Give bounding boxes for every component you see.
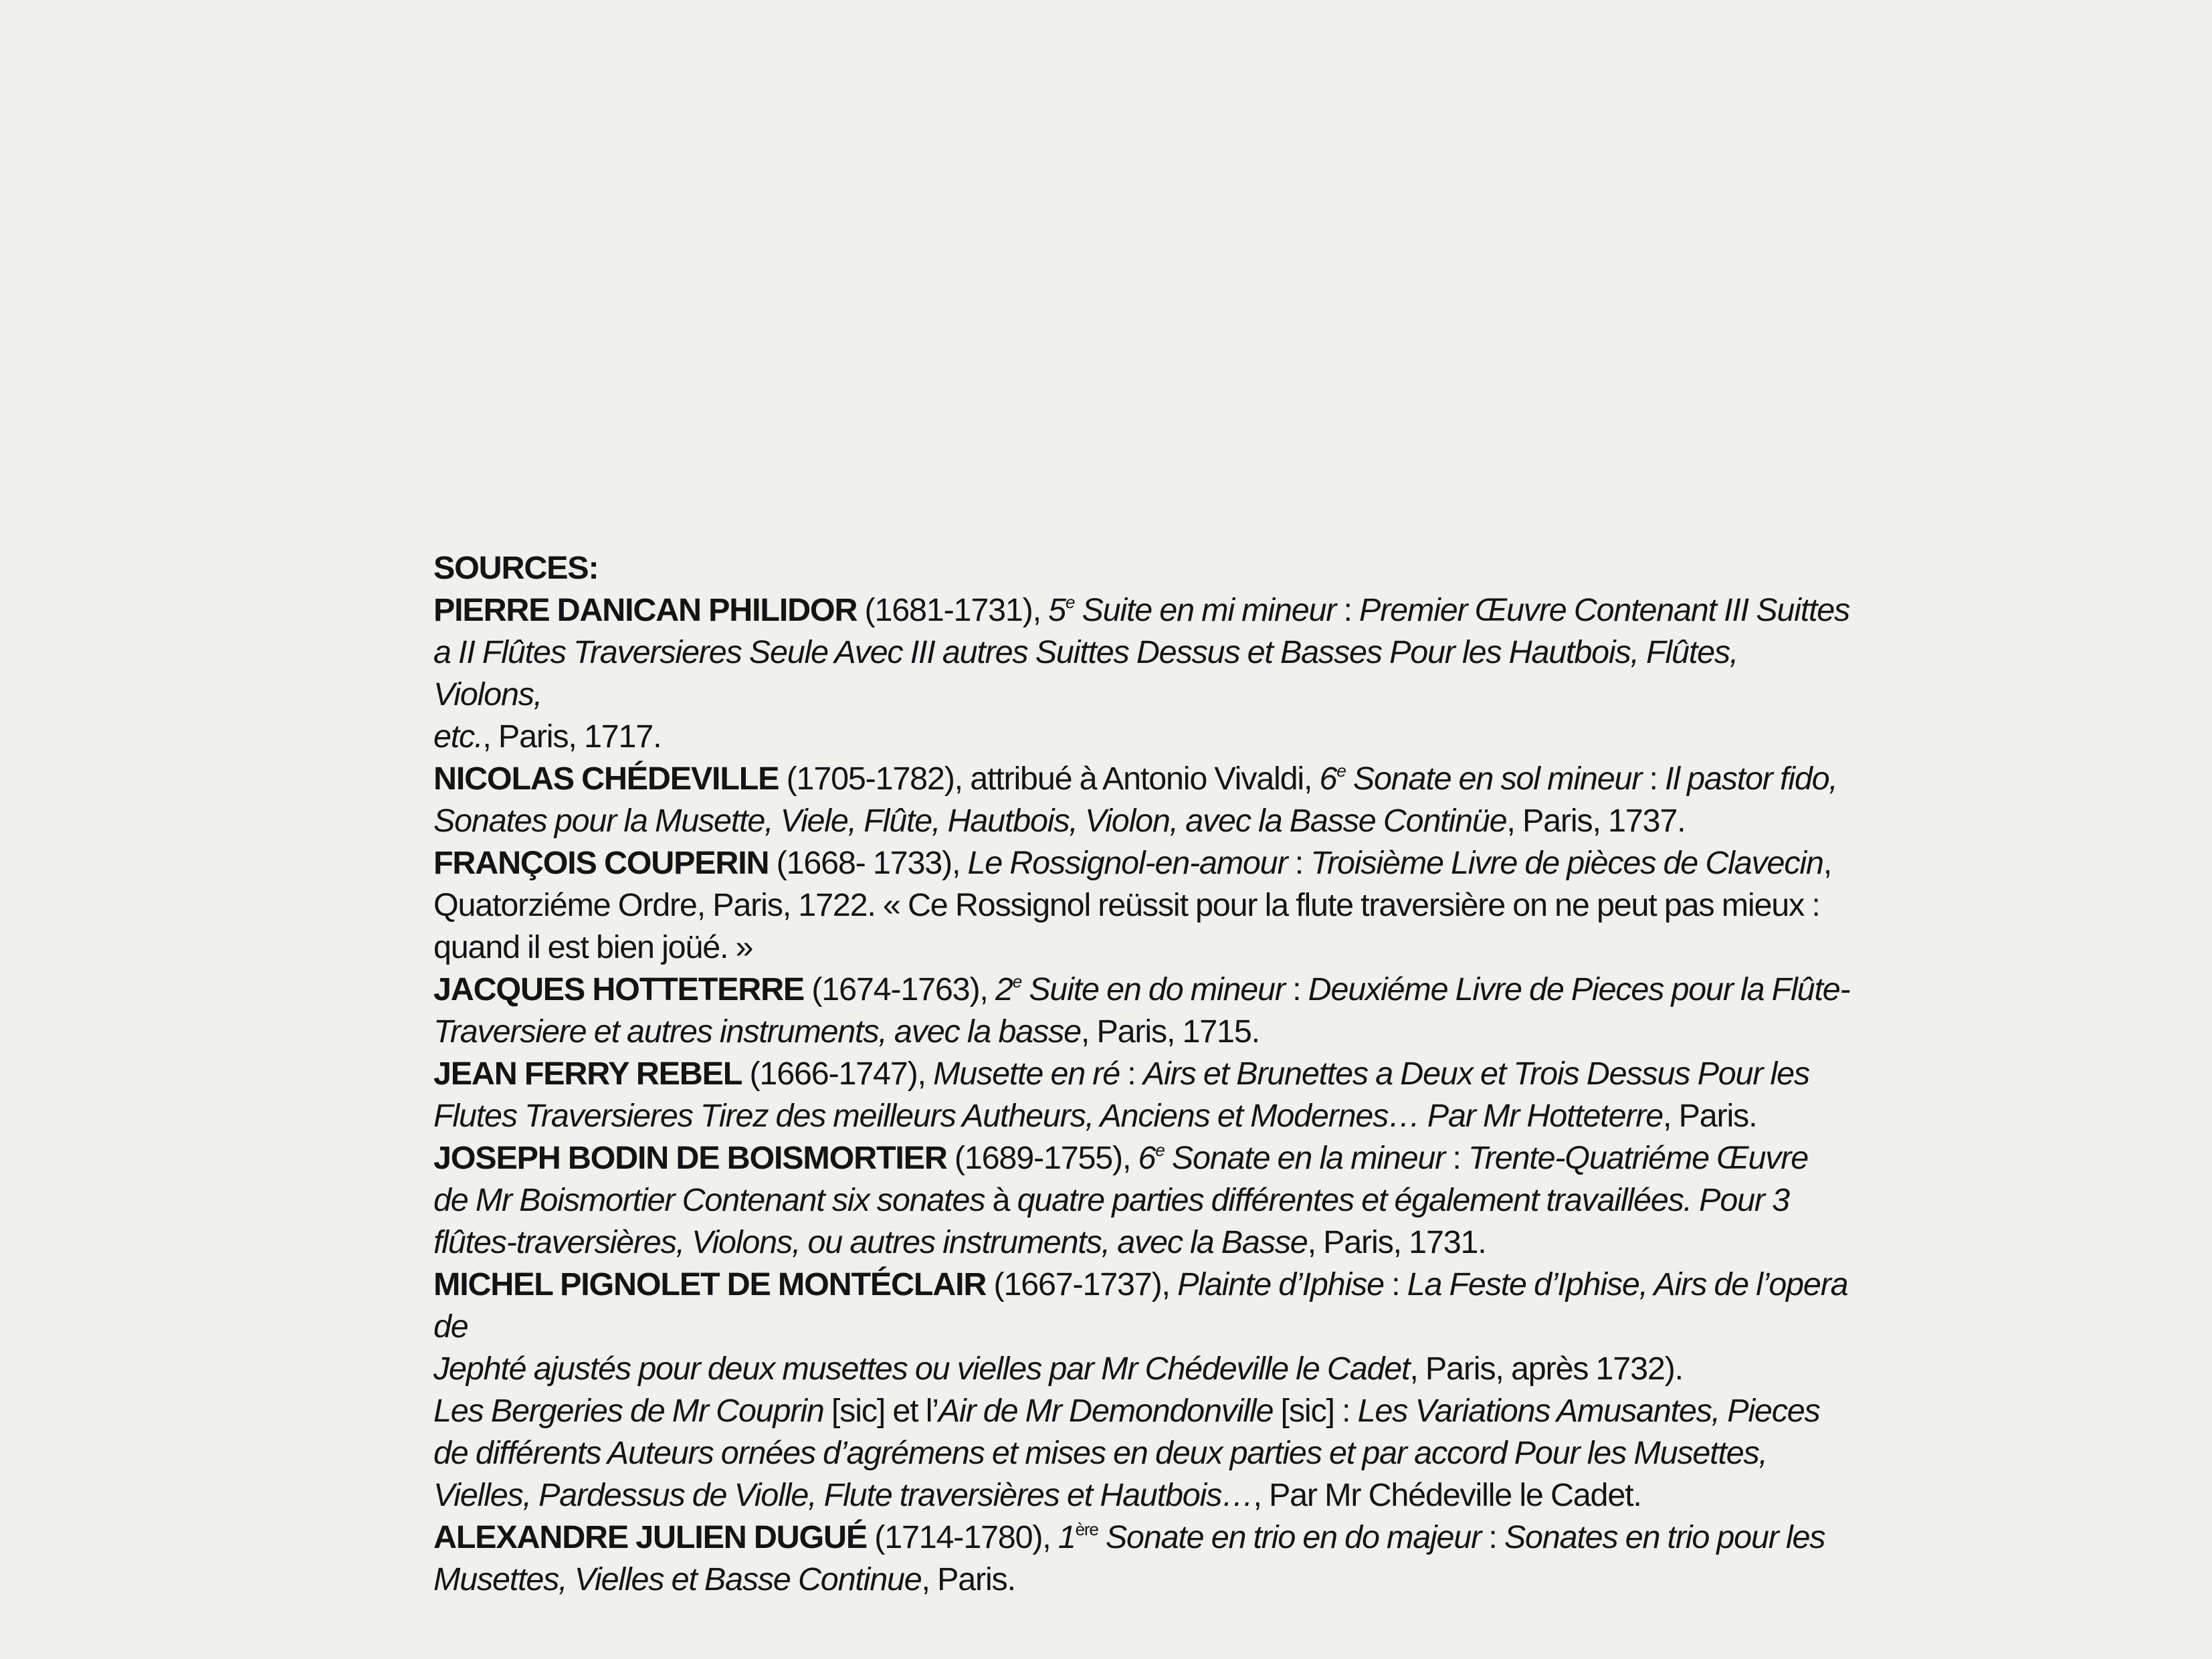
entry-italic-text: de Mr Boismortier Contenant six sonates — [433, 1182, 985, 1218]
entry-italic-text: 5 — [1048, 592, 1066, 628]
entry-text: (1681-1731), — [857, 592, 1049, 628]
entry-italic-text: Le Rossignol-en-amour — [967, 845, 1288, 881]
source-entry — [433, 842, 1851, 969]
composer-name: PIERRE DANICAN PHILIDOR — [433, 592, 858, 628]
entry-text: (1674-1763), — [804, 971, 995, 1007]
entry-text: : — [1481, 1519, 1504, 1555]
entry-italic-text: 1 — [1058, 1519, 1076, 1555]
entry-text: , Paris, 1715. — [1080, 1013, 1260, 1050]
entry-italic-text: Plainte d’Iphise — [1177, 1266, 1384, 1302]
entry-text: (1714-1780), — [866, 1519, 1058, 1555]
entry-text: : — [1641, 761, 1666, 797]
entry-italic-text: Jephté ajustés pour deux musettes ou vielles par Mr Chédeville le Cadet — [433, 1351, 1410, 1387]
entry-text: : — [1284, 971, 1308, 1007]
entry-italic-text: Traversiere et autres instruments, avec la basse — [433, 1013, 1081, 1050]
entry-text: : — [1336, 592, 1360, 628]
entry-italic-text: Sonate en la mineur — [1164, 1140, 1445, 1176]
entry-italic-text: etc. — [433, 718, 483, 755]
entry-italic-text: Sonates en trio pour les — [1504, 1519, 1825, 1555]
entry-text: à — [985, 1182, 1017, 1218]
entry-italic-text: Deuxiéme Livre de Pieces pour la Flûte- — [1308, 971, 1850, 1007]
sources-list — [433, 589, 1851, 1601]
entry-text: : — [1287, 845, 1311, 881]
entry-italic-text: Flutes Traversieres Tirez des meilleurs Autheurs, Anciens et Modernes… Par Mr Hotteterre — [433, 1098, 1664, 1134]
ordinal-superscript: e — [1336, 761, 1346, 781]
source-entry — [433, 1137, 1851, 1264]
entry-italic-text: a II Flûtes Traversieres Seule Avec III autres Suittes Dessus et Basses Pour les Hautbois, Flûtes, Violons, — [433, 634, 1738, 712]
entry-text: : — [1445, 1140, 1468, 1176]
entry-italic-text: de différents Auteurs ornées d’agrémens et mises en deux parties et par accord Pour les Musettes, — [433, 1435, 1767, 1471]
entry-text: (1667-1737), — [986, 1266, 1178, 1302]
entry-italic-text: Suite en mi mineur — [1074, 592, 1336, 628]
source-entry — [433, 1390, 1851, 1517]
entry-italic-text: Premier Œuvre Contenant III Suittes — [1359, 592, 1850, 628]
sources-text-block — [433, 547, 1851, 1601]
entry-italic-text: Sonates pour la Musette, Viele, Flûte, Hautbois, Violon, avec la Basse Continüe — [433, 803, 1507, 839]
composer-name: ALEXANDRE JULIEN DUGUÉ — [433, 1519, 867, 1555]
entry-italic-text: flûtes-traversières, Violons, ou autres instruments, avec la Basse — [433, 1224, 1308, 1260]
composer-name: JEAN FERRY REBEL — [433, 1056, 742, 1092]
source-entry — [433, 1053, 1851, 1137]
entry-italic-text: 2 — [995, 971, 1013, 1007]
entry-text: , Paris. — [921, 1561, 1015, 1597]
ordinal-superscript: e — [1012, 971, 1021, 991]
composer-name: JOSEPH BODIN DE BOISMORTIER — [433, 1140, 947, 1176]
entry-italic-text: La Feste d’Iphise, Airs de l’opera de — [433, 1266, 1848, 1345]
entry-italic-text: quatre parties différentes et également travaillées. Pour 3 — [1017, 1182, 1789, 1218]
entry-italic-text: 6 — [1319, 761, 1337, 797]
entry-italic-text: Suite en do mineur — [1021, 971, 1285, 1007]
ordinal-superscript: ère — [1075, 1519, 1098, 1539]
entry-italic-text: Sonate en trio en do majeur — [1098, 1519, 1482, 1555]
entry-text: , Paris, 1737. — [1506, 803, 1686, 839]
entry-text: , Paris, après 1732). — [1409, 1351, 1683, 1387]
entry-italic-text: Musettes, Vielles et Basse Continue — [433, 1561, 922, 1597]
source-entry — [433, 1517, 1851, 1601]
entry-italic-text: Il pastor fido, — [1665, 761, 1837, 797]
entry-italic-text: Troisième Livre de pièces de Clavecin — [1310, 845, 1823, 881]
entry-italic-text: 6 — [1138, 1140, 1156, 1176]
entry-italic-text: Vielles, Pardessus de Violle, Flute traversières et Hautbois… — [433, 1477, 1253, 1513]
entry-text: quand il est bien joüé. » — [433, 929, 753, 965]
entry-text: : — [1383, 1266, 1407, 1302]
composer-name: NICOLAS CHÉDEVILLE — [433, 761, 779, 797]
entry-italic-text: Sonate en sol mineur — [1345, 761, 1642, 797]
entry-italic-text: Trente-Quatriéme Œuvre — [1468, 1140, 1809, 1176]
entry-italic-text: Airs et Brunettes a Deux et Trois Dessus Pour les — [1142, 1056, 1809, 1092]
entry-text: , — [1823, 845, 1832, 881]
source-entry — [433, 1264, 1851, 1390]
entry-text: , Paris, 1731. — [1307, 1224, 1486, 1260]
entry-text: (1705-1782), attribué à Antonio Vivaldi, — [779, 761, 1320, 797]
entry-text: (1689-1755), — [946, 1140, 1138, 1176]
source-entry — [433, 969, 1851, 1053]
ordinal-superscript: e — [1065, 592, 1075, 612]
composer-name: FRANÇOIS COUPERIN — [433, 845, 769, 881]
entry-text: , Paris, 1717. — [482, 718, 662, 755]
entry-italic-text: Air de Mr Demondonville — [938, 1393, 1274, 1429]
ordinal-superscript: e — [1155, 1140, 1165, 1160]
entry-text: Quatorziéme Ordre, Paris, 1722. « Ce Rossignol reüssit pour la flute traversière on ne peut pas mieux : — [433, 887, 1820, 923]
entry-text: (1668- 1733), — [769, 845, 968, 881]
entry-italic-text: Musette en ré — [933, 1056, 1120, 1092]
sources-heading: SOURCES: — [433, 550, 599, 586]
entry-text: [sic] : — [1273, 1393, 1358, 1429]
entry-italic-text: Les Variations Amusantes, Pieces — [1357, 1393, 1820, 1429]
entry-text: , Par Mr Chédeville le Cadet. — [1253, 1477, 1641, 1513]
entry-text: : — [1120, 1056, 1143, 1092]
source-entry — [433, 758, 1851, 842]
composer-name: JACQUES HOTTETERRE — [433, 971, 805, 1007]
source-entry — [433, 589, 1851, 758]
entry-italic-text: Les Bergeries de Mr Couprin — [433, 1393, 824, 1429]
entry-text: [sic] et l’ — [823, 1393, 938, 1429]
entry-text: (1666-1747), — [742, 1056, 934, 1092]
entry-text: , Paris. — [1663, 1098, 1757, 1134]
composer-name: MICHEL PIGNOLET DE MONTÉCLAIR — [433, 1266, 987, 1302]
